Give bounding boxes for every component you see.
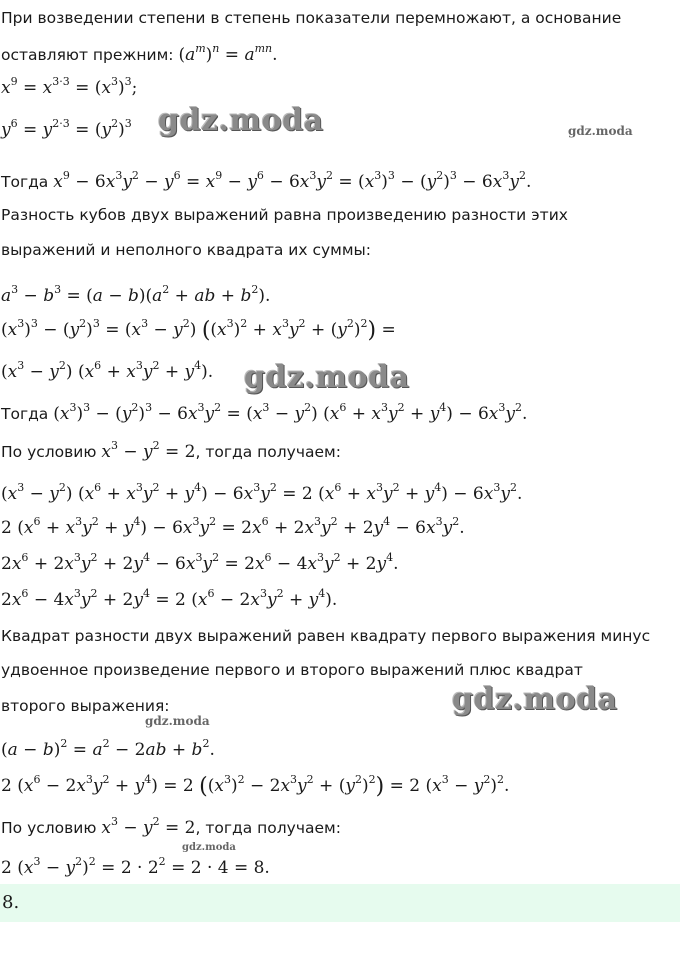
formula: $y^6 = y^{2\cdot 3} = (y^2)^3$ xyxy=(1,117,132,140)
text-fragment: Тогда xyxy=(1,173,49,191)
watermark-logo: gdz.moda xyxy=(244,360,410,395)
formula: $(x^3 - y^2) (x^6 + x^3y^2 + y^4)$. xyxy=(1,359,214,382)
formula: $(x^3)^3 - (y^2)^3 = (x^3 - y^2) ((x^3)^2 + x^3y^2 + (y^2)^2)$ = xyxy=(1,317,396,343)
text-line xyxy=(1,402,527,426)
formula: $(a - b)^2 = a^2 - 2ab + b^2$. xyxy=(1,737,215,760)
formula: $(a^m)^n = a^{mn}$. xyxy=(178,42,278,65)
formula: $x^9 - 6x^3y^2 - y^6 = x^9 - y^6 - 6x^3y^2 = (x^3)^3 - (y^2)^3 - 6x^3y^2$. xyxy=(53,169,532,192)
text-fragment: , тогда получаем: xyxy=(195,819,341,837)
text-fragment: Тогда xyxy=(1,405,49,423)
text-fragment: По условию xyxy=(1,819,97,837)
text-fragment: оставляют прежним: xyxy=(1,46,174,64)
formula: $x^3 - y^2 = 2$ xyxy=(101,439,196,462)
text-line xyxy=(1,816,341,840)
text-line: выражений и неполного квадрата их суммы: xyxy=(1,241,372,259)
formula: $(x^3)^3 - (y^2)^3 - 6x^3y^2 = (x^3 - y^2) (x^6 + x^3y^2 + y^4) - 6x^3y^2$. xyxy=(53,401,528,424)
formula: 2 $(x^3 - y^2)^2 = 2 \cdot 2^2 = 2 \cdot 4 = 8$. xyxy=(1,855,270,878)
formula: 2 $(x^6 + x^3y^2 + y^4) - 6x^3y^2 = 2x^6 + 2x^3y^2 + 2y^4 - 6x^3y^2$. xyxy=(1,515,465,538)
text-line: Квадрат разности двух выражений равен квадрату первого выражения минус xyxy=(1,627,651,645)
formula: $2x^6 + 2x^3y^2 + 2y^4 - 6x^3y^2 = 2x^6 - 4x^3y^2 + 2y^4$. xyxy=(1,551,399,574)
text-fragment: , тогда получаем: xyxy=(195,443,341,461)
formula: $a^3 - b^3 = (a - b)(a^2$ + ab + $b^2$). xyxy=(1,283,271,306)
text-line: При возведении степени в степень показатели перемножают, а основание xyxy=(1,9,622,27)
text-line xyxy=(1,170,531,194)
formula: $x^9 = x^{3\cdot 3} = (x^3)^3$; xyxy=(1,75,138,98)
text-line: удвоенное произведение первого и второго выражений плюс квадрат xyxy=(1,661,583,679)
watermark-logo: gdz.moda xyxy=(452,682,618,717)
text-line xyxy=(1,43,278,67)
watermark-logo: gdz.moda xyxy=(568,124,633,138)
text-line: Разность кубов двух выражений равна произведению разности этих xyxy=(1,206,568,224)
answer-value: 8. xyxy=(2,892,20,913)
formula: $x^3 - y^2 = 2$ xyxy=(101,815,196,838)
formula: 2 $(x^6 - 2x^3y^2 + y^4) = 2$ $((x^3)^2 - 2x^3y^2 + (y^2)^2) = 2$ $(x^3 - y^2)^2$. xyxy=(1,773,510,799)
watermark-logo: gdz.moda xyxy=(145,714,210,728)
text-line: второго выражения: xyxy=(1,697,170,715)
text-line xyxy=(1,440,341,464)
answer-box xyxy=(0,884,680,922)
watermark-logo: gdz.moda xyxy=(182,842,236,853)
formula: $2x^6 - 4x^3y^2 + 2y^4 = 2$ $(x^6 - 2x^3y^2 + y^4)$. xyxy=(1,587,338,610)
watermark-logo: gdz.moda xyxy=(158,103,324,138)
text-fragment: По условию xyxy=(1,443,97,461)
formula: $(x^3 - y^2) (x^6 + x^3y^2 + y^4) - 6x^3y^2 = 2$ $(x^6 + x^3y^2 + y^4) - 6x^3y^2$. xyxy=(1,481,523,504)
